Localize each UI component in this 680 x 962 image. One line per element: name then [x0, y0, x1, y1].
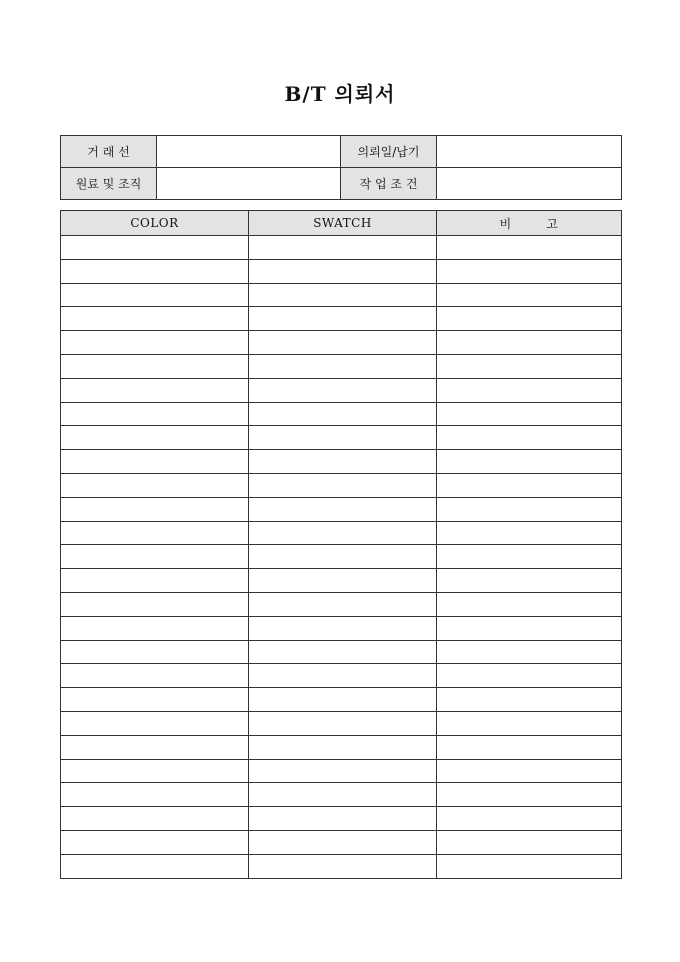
table-row: [61, 688, 622, 712]
color-cell[interactable]: [61, 354, 249, 378]
remarks-cell[interactable]: [437, 592, 622, 616]
table-row: [61, 545, 622, 569]
swatch-column-header: SWATCH: [249, 211, 437, 236]
remarks-cell[interactable]: [437, 830, 622, 854]
swatch-cell[interactable]: [249, 616, 437, 640]
table-row: [61, 640, 622, 664]
color-cell[interactable]: [61, 450, 249, 474]
remarks-cell[interactable]: [437, 616, 622, 640]
info-row: [61, 168, 622, 200]
color-cell[interactable]: [61, 283, 249, 307]
table-row: [61, 783, 622, 807]
color-cell[interactable]: [61, 307, 249, 331]
table-row: [61, 569, 622, 593]
color-cell[interactable]: [61, 640, 249, 664]
color-cell[interactable]: [61, 426, 249, 450]
swatch-cell[interactable]: [249, 711, 437, 735]
table-row: [61, 402, 622, 426]
work-conditions-label: 작 업 조 건: [341, 168, 437, 200]
swatch-cell[interactable]: [249, 569, 437, 593]
color-cell[interactable]: [61, 854, 249, 878]
remarks-cell[interactable]: [437, 497, 622, 521]
swatch-cell[interactable]: [249, 592, 437, 616]
color-cell[interactable]: [61, 473, 249, 497]
table-row: [61, 283, 622, 307]
remarks-cell[interactable]: [437, 426, 622, 450]
table-row: [61, 378, 622, 402]
color-cell[interactable]: [61, 830, 249, 854]
remarks-cell[interactable]: [437, 711, 622, 735]
table-row: [61, 331, 622, 355]
material-structure-label: 원료 및 조직: [61, 168, 157, 200]
remarks-cell[interactable]: [437, 378, 622, 402]
table-row: [61, 307, 622, 331]
remarks-cell[interactable]: [437, 331, 622, 355]
swatch-cell[interactable]: [249, 807, 437, 831]
swatch-cell[interactable]: [249, 688, 437, 712]
table-row: [61, 592, 622, 616]
color-cell[interactable]: [61, 402, 249, 426]
remarks-cell[interactable]: [437, 664, 622, 688]
remarks-cell[interactable]: [437, 402, 622, 426]
remarks-cell[interactable]: [437, 521, 622, 545]
table-row: [61, 807, 622, 831]
color-cell[interactable]: [61, 592, 249, 616]
material-structure-field[interactable]: [157, 168, 341, 200]
color-cell[interactable]: [61, 688, 249, 712]
table-row: [61, 426, 622, 450]
color-cell[interactable]: [61, 759, 249, 783]
table-row: [61, 354, 622, 378]
remarks-cell[interactable]: [437, 569, 622, 593]
swatch-cell[interactable]: [249, 402, 437, 426]
remarks-cell[interactable]: [437, 854, 622, 878]
swatch-cell[interactable]: [249, 545, 437, 569]
color-cell[interactable]: [61, 331, 249, 355]
color-cell[interactable]: [61, 735, 249, 759]
order-info-table: [60, 135, 622, 200]
remarks-cell[interactable]: [437, 473, 622, 497]
remarks-cell[interactable]: [437, 735, 622, 759]
swatch-cell[interactable]: [249, 664, 437, 688]
swatch-cell[interactable]: [249, 331, 437, 355]
table-row: [61, 450, 622, 474]
color-cell[interactable]: [61, 783, 249, 807]
remarks-cell[interactable]: [437, 450, 622, 474]
swatch-cell[interactable]: [249, 759, 437, 783]
table-row: [61, 711, 622, 735]
color-cell[interactable]: [61, 545, 249, 569]
table-row: [61, 735, 622, 759]
color-cell[interactable]: [61, 616, 249, 640]
table-row: [61, 616, 622, 640]
table-header-row: [61, 211, 622, 236]
swatch-cell[interactable]: [249, 521, 437, 545]
document-title: B/T 의뢰서: [284, 82, 396, 106]
color-column-header: COLOR: [61, 211, 249, 236]
color-cell[interactable]: [61, 807, 249, 831]
request-due-date-field[interactable]: [437, 136, 622, 168]
swatch-cell[interactable]: [249, 497, 437, 521]
swatch-cell[interactable]: [249, 473, 437, 497]
client-label: 거 래 선: [61, 136, 157, 168]
remarks-cell[interactable]: [437, 354, 622, 378]
swatch-cell[interactable]: [249, 640, 437, 664]
remarks-cell[interactable]: [437, 236, 622, 260]
table-row: [61, 497, 622, 521]
swatch-cell[interactable]: [249, 236, 437, 260]
remarks-column-header: 비 고: [437, 211, 622, 236]
remarks-cell[interactable]: [437, 640, 622, 664]
swatch-cell[interactable]: [249, 307, 437, 331]
swatch-cell[interactable]: [249, 426, 437, 450]
remarks-cell[interactable]: [437, 259, 622, 283]
color-cell[interactable]: [61, 236, 249, 260]
client-field[interactable]: [157, 136, 341, 168]
remarks-cell[interactable]: [437, 688, 622, 712]
table-row: [61, 259, 622, 283]
remarks-cell[interactable]: [437, 307, 622, 331]
remarks-cell[interactable]: [437, 545, 622, 569]
request-due-date-label: 의뢰일/납기: [341, 136, 437, 168]
swatch-cell[interactable]: [249, 354, 437, 378]
color-cell[interactable]: [61, 259, 249, 283]
swatch-cell[interactable]: [249, 854, 437, 878]
remarks-cell[interactable]: [437, 783, 622, 807]
table-row: [61, 664, 622, 688]
swatch-cell[interactable]: [249, 259, 437, 283]
swatch-cell[interactable]: [249, 378, 437, 402]
table-row: [61, 236, 622, 260]
swatch-cell[interactable]: [249, 783, 437, 807]
work-conditions-field[interactable]: [437, 168, 622, 200]
remarks-cell[interactable]: [437, 759, 622, 783]
color-cell[interactable]: [61, 378, 249, 402]
table-row: [61, 854, 622, 878]
remarks-cell[interactable]: [437, 283, 622, 307]
color-cell[interactable]: [61, 711, 249, 735]
table-row: [61, 473, 622, 497]
table-row: [61, 521, 622, 545]
swatch-cell[interactable]: [249, 830, 437, 854]
info-row: [61, 136, 622, 168]
color-cell[interactable]: [61, 664, 249, 688]
swatch-cell[interactable]: [249, 450, 437, 474]
color-cell[interactable]: [61, 521, 249, 545]
color-swatch-table: [60, 210, 622, 879]
table-row: [61, 759, 622, 783]
table-body: [61, 236, 622, 879]
swatch-cell[interactable]: [249, 735, 437, 759]
table-row: [61, 830, 622, 854]
color-cell[interactable]: [61, 569, 249, 593]
color-cell[interactable]: [61, 497, 249, 521]
remarks-cell[interactable]: [437, 807, 622, 831]
swatch-cell[interactable]: [249, 283, 437, 307]
